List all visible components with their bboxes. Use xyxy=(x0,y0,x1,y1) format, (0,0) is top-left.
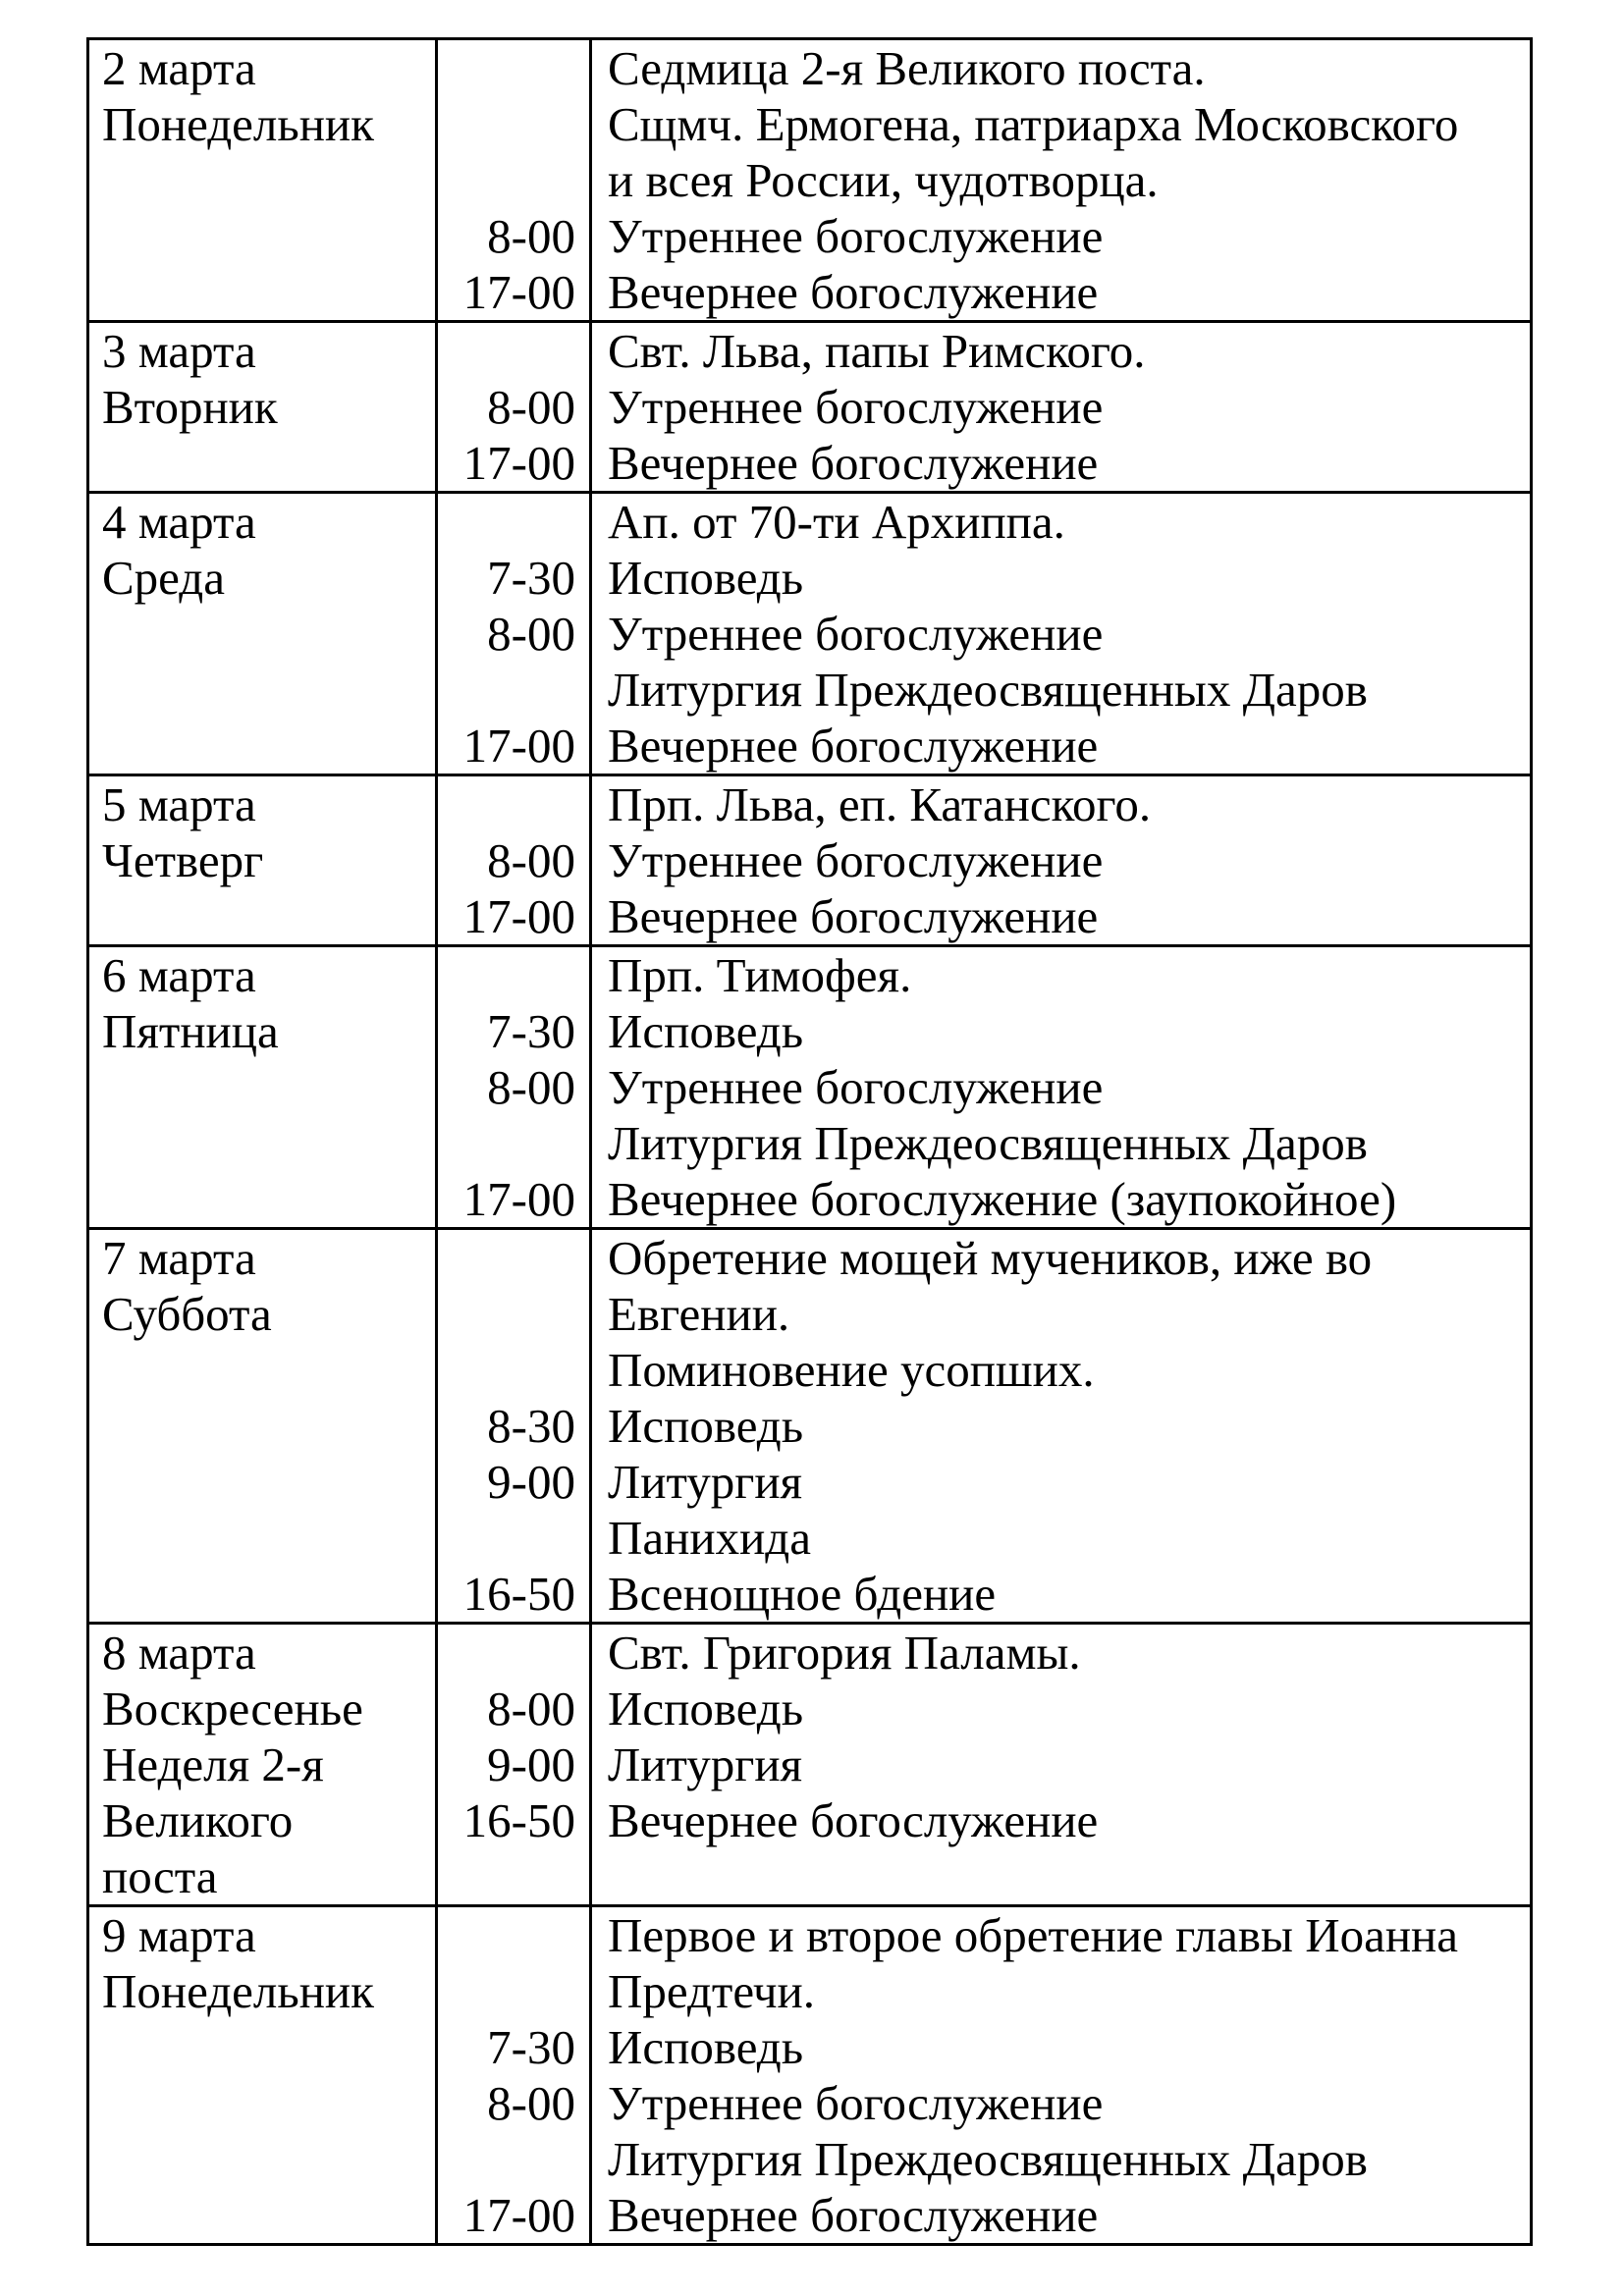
date-line xyxy=(102,662,435,718)
time-cell xyxy=(438,1625,592,1904)
time-value xyxy=(438,152,575,208)
time-cell xyxy=(438,1907,592,2243)
date-cell xyxy=(89,1625,438,1904)
time-value xyxy=(438,1907,575,1963)
date-line: Неделя 2-я xyxy=(102,1737,324,1791)
time-cell xyxy=(438,1230,592,1622)
date-cell xyxy=(89,494,438,774)
service-cell xyxy=(592,1625,1530,1904)
table-row xyxy=(89,320,1530,491)
time-value: 7-30 xyxy=(487,2020,575,2074)
service-line: Поминовение усопших. xyxy=(608,1343,1095,1397)
service-line: Утреннее богослужение xyxy=(608,2076,1104,2130)
table-row xyxy=(89,774,1530,944)
service-line: Литургия Преждеосвященных Даров xyxy=(608,663,1368,717)
service-line: Вечернее богослужение xyxy=(608,1793,1099,1847)
date-line xyxy=(102,2019,435,2075)
time-value xyxy=(438,662,575,718)
date-line xyxy=(102,2075,435,2131)
date-line xyxy=(102,264,435,320)
service-line: Литургия Преждеосвященных Даров xyxy=(608,2132,1368,2186)
time-value: 8-00 xyxy=(487,607,575,661)
service-line: Утреннее богослужение xyxy=(608,209,1104,263)
date-line: Вторник xyxy=(102,380,278,434)
table-row xyxy=(89,491,1530,774)
table-row xyxy=(89,944,1530,1227)
service-line: Свт. Григория Паламы. xyxy=(608,1626,1081,1680)
date-line xyxy=(102,1454,435,1510)
date-line: Великого xyxy=(102,1793,294,1847)
service-cell xyxy=(592,776,1530,944)
date-line: Понедельник xyxy=(102,97,374,151)
service-line: Вечернее богослужение xyxy=(608,265,1099,319)
date-cell xyxy=(89,1907,438,2243)
time-value xyxy=(438,1286,575,1342)
time-value: 17-00 xyxy=(462,719,575,773)
date-line xyxy=(102,2131,435,2187)
date-cell xyxy=(89,1230,438,1622)
service-line: Утреннее богослужение xyxy=(608,833,1104,887)
date-line: 9 марта xyxy=(102,1908,256,1962)
service-cell xyxy=(592,494,1530,774)
date-line: Суббота xyxy=(102,1287,272,1341)
service-line: Исповедь xyxy=(608,1399,804,1453)
date-line xyxy=(102,208,435,264)
time-value xyxy=(438,1230,575,1286)
time-value: 7-30 xyxy=(487,1004,575,1058)
service-line: Всенощное бдение xyxy=(608,1567,997,1621)
date-cell xyxy=(89,947,438,1227)
date-line: 4 марта xyxy=(102,495,256,549)
service-line: Утреннее богослужение xyxy=(608,380,1104,434)
schedule-table xyxy=(86,37,1533,2246)
service-line: и всея России, чудотворца. xyxy=(608,153,1159,207)
date-line xyxy=(102,1510,435,1566)
service-cell xyxy=(592,1907,1530,2243)
service-line: Прп. Тимофея. xyxy=(608,948,912,1002)
date-line: Четверг xyxy=(102,833,264,887)
date-line: Пятница xyxy=(102,1004,279,1058)
service-line: Евгении. xyxy=(608,1287,790,1341)
date-line: 3 марта xyxy=(102,324,256,378)
date-line: 5 марта xyxy=(102,777,256,831)
date-line xyxy=(102,606,435,662)
service-line: Прп. Льва, еп. Катанского. xyxy=(608,777,1152,831)
service-line: Предтечи. xyxy=(608,1964,815,2018)
date-line xyxy=(102,1398,435,1454)
time-value xyxy=(438,96,575,152)
service-line: Утреннее богослужение xyxy=(608,607,1104,661)
date-line: 8 марта xyxy=(102,1626,256,1680)
date-line: поста xyxy=(102,1849,218,1903)
time-value xyxy=(438,1963,575,2019)
time-value: 8-00 xyxy=(487,209,575,263)
date-line xyxy=(102,1566,435,1622)
service-line: Обретение мощей мучеников, иже во xyxy=(608,1231,1373,1285)
service-line: Сщмч. Ермогена, патриарха Московского xyxy=(608,97,1459,151)
time-cell xyxy=(438,494,592,774)
date-cell xyxy=(89,40,438,320)
time-value: 17-00 xyxy=(462,2188,575,2242)
table-row xyxy=(89,40,1530,320)
time-value xyxy=(438,1848,575,1904)
service-line: Вечернее богослужение xyxy=(608,719,1099,773)
date-cell xyxy=(89,323,438,491)
time-cell xyxy=(438,323,592,491)
table-row xyxy=(89,1622,1530,1904)
time-value: 7-30 xyxy=(487,551,575,605)
date-line xyxy=(102,1342,435,1398)
service-line: Исповедь xyxy=(608,551,804,605)
service-line: Вечернее богослужение xyxy=(608,436,1099,490)
date-line: Среда xyxy=(102,551,225,605)
time-value xyxy=(438,1625,575,1681)
service-cell xyxy=(592,323,1530,491)
date-cell xyxy=(89,776,438,944)
time-value: 9-00 xyxy=(487,1737,575,1791)
table-row xyxy=(89,1227,1530,1622)
time-value xyxy=(438,2131,575,2187)
time-value xyxy=(438,1342,575,1398)
service-line: Литургия Преждеосвященных Даров xyxy=(608,1116,1368,1170)
service-cell xyxy=(592,40,1530,320)
time-value: 16-50 xyxy=(462,1793,575,1847)
date-line xyxy=(102,1171,435,1227)
time-cell xyxy=(438,776,592,944)
time-value: 16-50 xyxy=(462,1567,575,1621)
time-value xyxy=(438,1115,575,1171)
service-line: Первое и второе обретение главы Иоанна xyxy=(608,1908,1459,1962)
date-line: 6 марта xyxy=(102,948,256,1002)
time-value: 17-00 xyxy=(462,889,575,943)
time-value: 8-00 xyxy=(487,833,575,887)
time-value: 17-00 xyxy=(462,436,575,490)
time-value: 8-00 xyxy=(487,2076,575,2130)
date-line xyxy=(102,1059,435,1115)
time-value xyxy=(438,947,575,1003)
date-line: 2 марта xyxy=(102,41,256,95)
service-line xyxy=(608,1848,1530,1904)
date-line: Воскресенье xyxy=(102,1682,363,1735)
service-line: Исповедь xyxy=(608,1004,804,1058)
date-line xyxy=(102,888,435,944)
time-value xyxy=(438,494,575,550)
date-line xyxy=(102,435,435,491)
table-row xyxy=(89,1904,1530,2243)
service-cell xyxy=(592,1230,1530,1622)
service-line: Панихида xyxy=(608,1511,811,1565)
time-value xyxy=(438,776,575,832)
service-line: Седмица 2-я Великого поста. xyxy=(608,41,1206,95)
service-line: Вечернее богослужение xyxy=(608,889,1099,943)
date-line xyxy=(102,1115,435,1171)
time-value: 8-30 xyxy=(487,1399,575,1453)
time-value: 17-00 xyxy=(462,265,575,319)
date-line xyxy=(102,718,435,774)
service-line: Утреннее богослужение xyxy=(608,1060,1104,1114)
time-value xyxy=(438,1510,575,1566)
time-cell xyxy=(438,947,592,1227)
time-value: 8-00 xyxy=(487,1060,575,1114)
time-cell xyxy=(438,40,592,320)
date-line xyxy=(102,2187,435,2243)
time-value: 8-00 xyxy=(487,380,575,434)
service-line: Исповедь xyxy=(608,1682,804,1735)
service-line: Вечернее богослужение (заупокойное) xyxy=(608,1172,1397,1226)
service-line: Ап. от 70-ти Архиппа. xyxy=(608,495,1065,549)
time-value: 8-00 xyxy=(487,1682,575,1735)
service-cell xyxy=(592,947,1530,1227)
service-line: Исповедь xyxy=(608,2020,804,2074)
service-line: Свт. Льва, папы Римского. xyxy=(608,324,1146,378)
service-line: Литургия xyxy=(608,1455,803,1509)
time-value: 17-00 xyxy=(462,1172,575,1226)
date-line: 7 марта xyxy=(102,1231,256,1285)
date-line xyxy=(102,152,435,208)
date-line: Понедельник xyxy=(102,1964,374,2018)
time-value: 9-00 xyxy=(487,1455,575,1509)
time-value xyxy=(438,40,575,96)
service-line: Вечернее богослужение xyxy=(608,2188,1099,2242)
time-value xyxy=(438,323,575,379)
service-line: Литургия xyxy=(608,1737,803,1791)
